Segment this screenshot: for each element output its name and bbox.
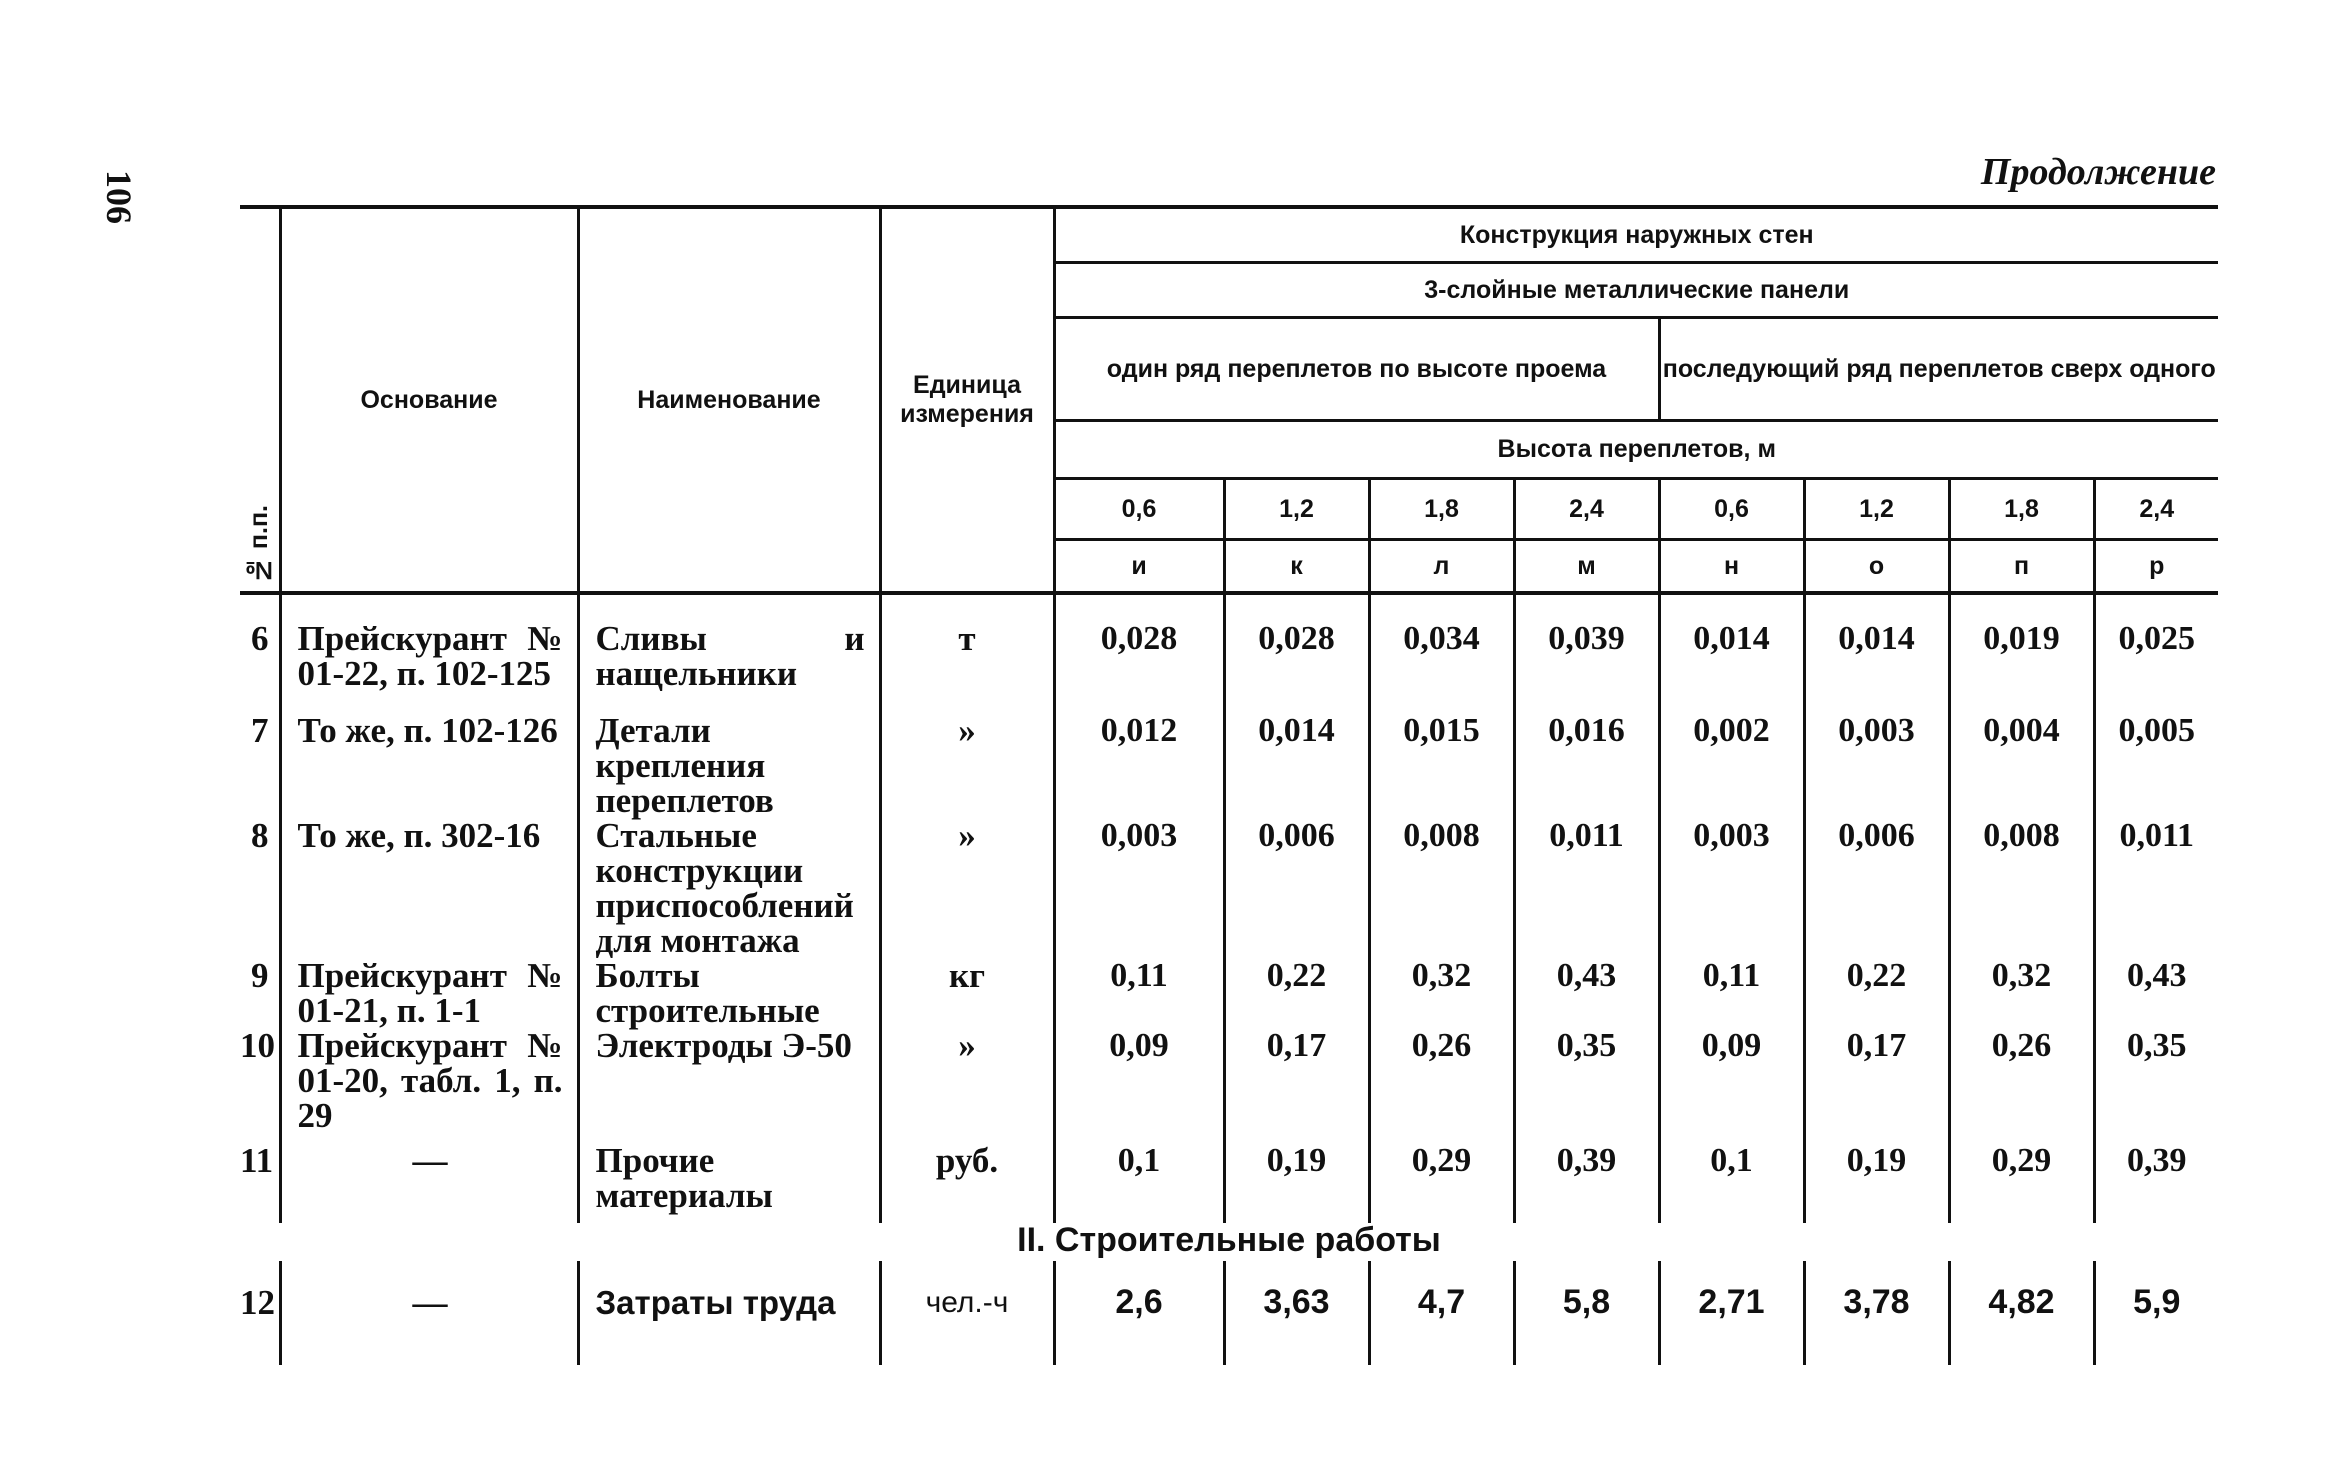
row-value: 0,011 bbox=[2094, 818, 2218, 958]
height-value: 1,8 bbox=[1949, 479, 2094, 540]
row-value: 5,8 bbox=[1514, 1261, 1659, 1365]
row-value: 0,35 bbox=[2094, 1028, 2218, 1133]
row-value: 3,78 bbox=[1804, 1261, 1949, 1365]
row-unit: чел.-ч bbox=[880, 1261, 1054, 1365]
row-value: 4,7 bbox=[1369, 1261, 1514, 1365]
row-value: 0,016 bbox=[1514, 703, 1659, 818]
row-value: 0,005 bbox=[2094, 703, 2218, 818]
table-row bbox=[240, 958, 2218, 1028]
row-name: Прочие материалы bbox=[578, 1133, 880, 1223]
table-row bbox=[240, 593, 2218, 703]
row-name: Сливы и нащельники bbox=[578, 593, 880, 703]
table-row bbox=[240, 1028, 2218, 1133]
row-unit: т bbox=[880, 593, 1054, 703]
row-unit: » bbox=[880, 1028, 1054, 1133]
row-name: Электроды Э-50 bbox=[578, 1028, 880, 1133]
height-value: 2,4 bbox=[1514, 479, 1659, 540]
row-number: 7 bbox=[251, 711, 269, 750]
row-basis: Прейскурант № 01-22, п. 102-125 bbox=[280, 593, 578, 703]
header-name: Наименование bbox=[578, 207, 880, 593]
height-value: 0,6 bbox=[1659, 479, 1804, 540]
table-row bbox=[240, 818, 2218, 958]
row-value: 0,09 bbox=[1054, 1028, 1224, 1133]
row-value: 0,22 bbox=[1804, 958, 1949, 1028]
column-letter: р bbox=[2094, 540, 2218, 594]
column-letter: к bbox=[1224, 540, 1369, 594]
row-name: Стальные конструкции приспособлений для монтажа bbox=[578, 818, 880, 958]
row-value: 0,028 bbox=[1224, 593, 1369, 703]
row-value: 0,1 bbox=[1659, 1133, 1804, 1223]
column-letter: н bbox=[1659, 540, 1804, 594]
row-value: 0,19 bbox=[1224, 1133, 1369, 1223]
header-group1: один ряд переплетов по высоте проема bbox=[1054, 318, 1659, 421]
page-number: 106 bbox=[99, 170, 139, 224]
row-value: 0,26 bbox=[1369, 1028, 1514, 1133]
continuation-label: Продолжение bbox=[1980, 151, 2216, 193]
height-value: 1,2 bbox=[1224, 479, 1369, 540]
row-basis: Прейскурант № 01-20, табл. 1, п. 29 bbox=[280, 1028, 578, 1133]
row-value: 5,9 bbox=[2094, 1261, 2218, 1365]
row-value: 0,17 bbox=[1804, 1028, 1949, 1133]
row-value: 0,002 bbox=[1659, 703, 1804, 818]
row-value: 0,011 bbox=[1514, 818, 1659, 958]
header-height: Высота переплетов, м bbox=[1054, 421, 2218, 479]
header-group2: последующий ряд переплетов сверх одного bbox=[1659, 318, 2218, 421]
row-value: 0,1 bbox=[1054, 1133, 1224, 1223]
row-value: 0,43 bbox=[1514, 958, 1659, 1028]
row-value: 0,43 bbox=[2094, 958, 2218, 1028]
row-value: 0,008 bbox=[1369, 818, 1514, 958]
height-value: 1,8 bbox=[1369, 479, 1514, 540]
height-value: 2,4 bbox=[2094, 479, 2218, 540]
row-value: 0,19 bbox=[1804, 1133, 1949, 1223]
header-basis: Основание bbox=[280, 207, 578, 593]
row-unit: руб. bbox=[880, 1133, 1054, 1223]
row-value: 0,39 bbox=[1514, 1133, 1659, 1223]
row-number: 6 bbox=[251, 619, 269, 658]
row-value: 0,003 bbox=[1659, 818, 1804, 958]
row-value: 0,015 bbox=[1369, 703, 1514, 818]
table-row bbox=[240, 1261, 2218, 1365]
row-number: 9 bbox=[251, 956, 269, 995]
header-panels: 3-слойные металлические панели bbox=[1054, 263, 2218, 318]
row-unit: » bbox=[880, 818, 1054, 958]
row-unit: кг bbox=[880, 958, 1054, 1028]
row-value: 0,32 bbox=[1949, 958, 2094, 1028]
row-value: 0,11 bbox=[1659, 958, 1804, 1028]
row-basis: То же, п. 102-126 bbox=[280, 703, 578, 818]
row-basis: — bbox=[280, 1133, 578, 1223]
row-value: 0,012 bbox=[1054, 703, 1224, 818]
column-letter: л bbox=[1369, 540, 1514, 594]
row-value: 0,39 bbox=[2094, 1133, 2218, 1223]
row-value: 3,63 bbox=[1224, 1261, 1369, 1365]
row-value: 0,35 bbox=[1514, 1028, 1659, 1133]
row-value: 0,028 bbox=[1054, 593, 1224, 703]
row-value: 0,26 bbox=[1949, 1028, 2094, 1133]
header-unit: Единица измерения bbox=[880, 207, 1054, 593]
row-value: 0,17 bbox=[1224, 1028, 1369, 1133]
row-number: 11 bbox=[240, 1141, 274, 1180]
row-value: 0,039 bbox=[1514, 593, 1659, 703]
row-name: Детали крепления переплетов bbox=[578, 703, 880, 818]
row-value: 0,004 bbox=[1949, 703, 2094, 818]
row-value: 0,025 bbox=[2094, 593, 2218, 703]
row-value: 0,014 bbox=[1804, 593, 1949, 703]
norms-table bbox=[240, 205, 2218, 1365]
column-letter: о bbox=[1804, 540, 1949, 594]
row-value: 0,034 bbox=[1369, 593, 1514, 703]
row-value: 0,003 bbox=[1804, 703, 1949, 818]
row-value: 0,32 bbox=[1369, 958, 1514, 1028]
row-value: 0,11 bbox=[1054, 958, 1224, 1028]
row-value: 0,003 bbox=[1054, 818, 1224, 958]
section-row bbox=[240, 1223, 2218, 1261]
row-number: 12 bbox=[240, 1283, 275, 1322]
height-value: 1,2 bbox=[1804, 479, 1949, 540]
row-value: 0,22 bbox=[1224, 958, 1369, 1028]
row-basis: Прейскурант № 01-21, п. 1-1 bbox=[280, 958, 578, 1028]
height-value: 0,6 bbox=[1054, 479, 1224, 540]
row-value: 0,006 bbox=[1804, 818, 1949, 958]
row-value: 0,008 bbox=[1949, 818, 2094, 958]
row-value: 0,09 bbox=[1659, 1028, 1804, 1133]
row-basis: То же, п. 302-16 bbox=[280, 818, 578, 958]
row-value: 0,29 bbox=[1949, 1133, 2094, 1223]
row-value: 0,29 bbox=[1369, 1133, 1514, 1223]
row-unit: » bbox=[880, 703, 1054, 818]
row-value: 4,82 bbox=[1949, 1261, 2094, 1365]
row-value: 2,6 bbox=[1054, 1261, 1224, 1365]
header-num: № п.п. bbox=[240, 207, 280, 593]
column-letter: и bbox=[1054, 540, 1224, 594]
table-row bbox=[240, 703, 2218, 818]
row-number: 8 bbox=[251, 816, 269, 855]
section-title: II. Строительные работы bbox=[1017, 1221, 1441, 1259]
row-basis: — bbox=[280, 1261, 578, 1365]
table-row bbox=[240, 1133, 2218, 1223]
row-number: 10 bbox=[240, 1026, 275, 1065]
column-letter: п bbox=[1949, 540, 2094, 594]
row-value: 0,014 bbox=[1224, 703, 1369, 818]
header-construction: Конструкция наружных стен bbox=[1054, 207, 2218, 263]
row-value: 0,006 bbox=[1224, 818, 1369, 958]
column-letter: м bbox=[1514, 540, 1659, 594]
row-name: Затраты труда bbox=[578, 1261, 880, 1365]
row-value: 0,019 bbox=[1949, 593, 2094, 703]
row-value: 2,71 bbox=[1659, 1261, 1804, 1365]
row-name: Болты строительные bbox=[578, 958, 880, 1028]
row-value: 0,014 bbox=[1659, 593, 1804, 703]
